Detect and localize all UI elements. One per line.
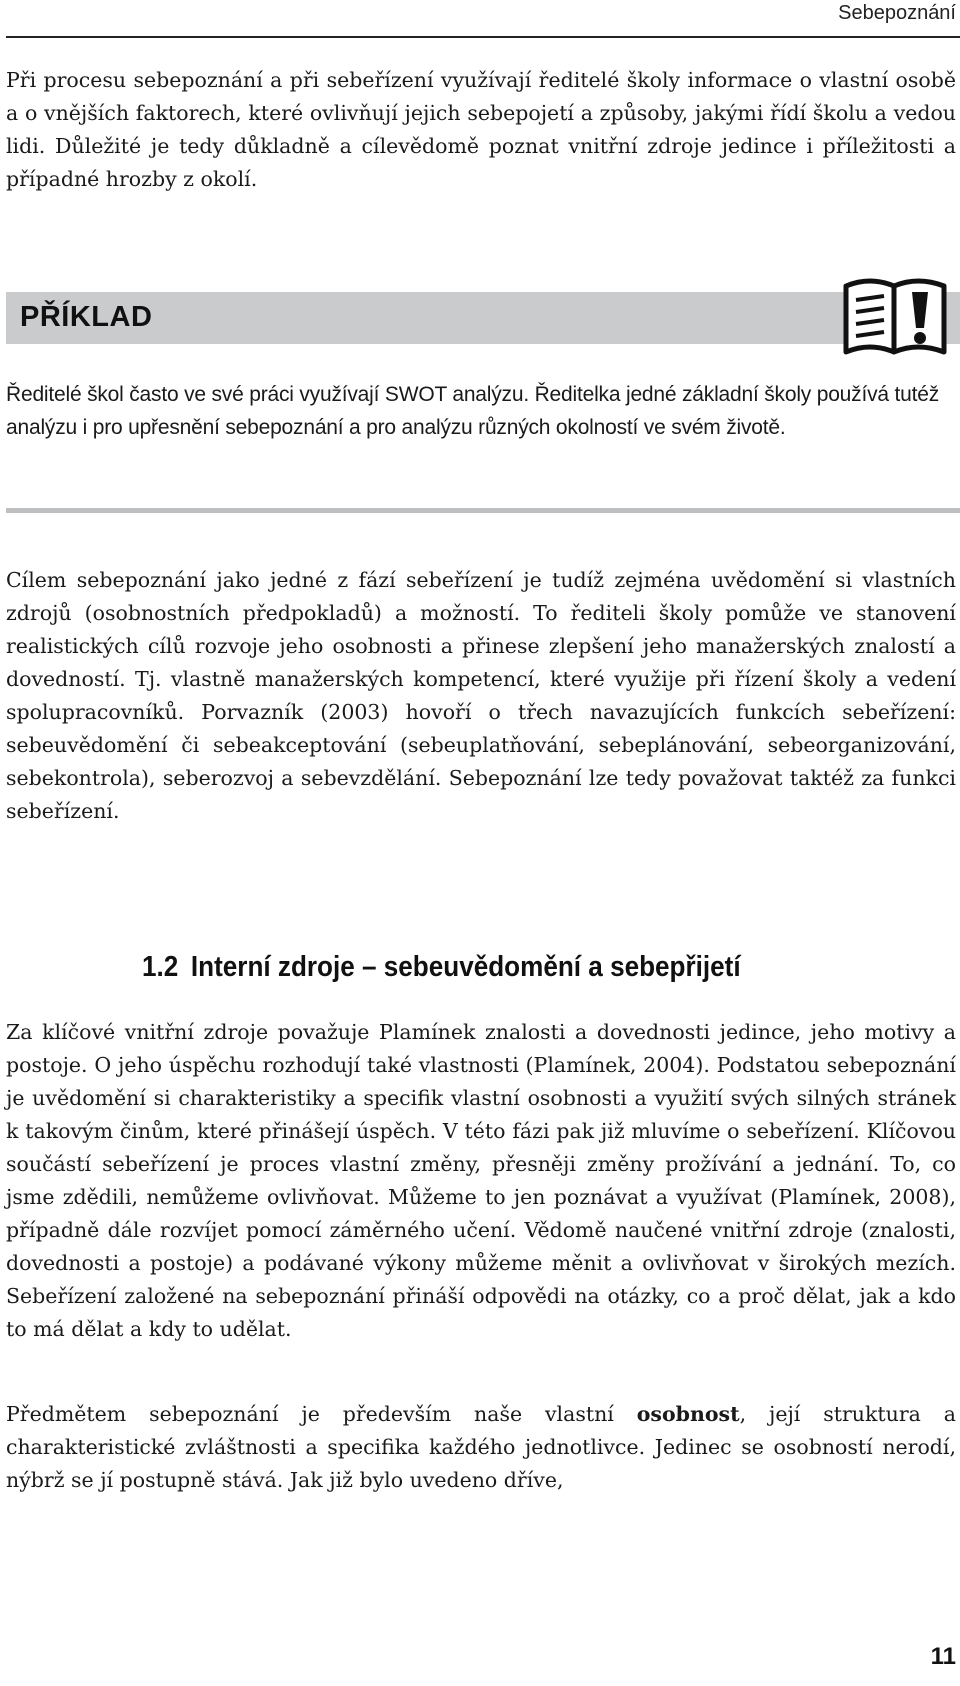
section-title: Interní zdroje – sebeuvědomění a sebepřijetí (190, 951, 741, 983)
paragraph-personality (6, 1398, 956, 1497)
running-head: Sebepoznání (838, 2, 956, 24)
example-title: PŘÍKLAD (20, 301, 153, 333)
section-heading (142, 951, 741, 984)
paragraph-intro: Při procesu sebepoznání a při sebeřízení využívají ředitelé školy informace o vlastní osobě a o vnějších faktorech, které ovlivňují jejich sebepojetí a způsoby, jakými řídí školu a vedou lidi. Důležité je tedy důkladně a cílevědomě poznat vnitřní zdroje jedince i příležitosti a případné hrozby z okolí. (6, 68, 956, 191)
book-exclamation-icon (840, 272, 952, 358)
example-end-rule (6, 508, 960, 513)
paragraph-internal-resources: Za klíčové vnitřní zdroje považuje Plamínek znalosti a dovednosti jedince, jeho motivy a postoje. O jeho úspěchu rozhodují také vlastnosti (Plamínek, 2004). Podstatou sebepoznání je uvědomění si charakteristiky a specifik vlastní osobnosti a využití svých silných stránek k takovým činům, které přinášejí úspěch. V této fázi pak již mluvíme o sebeřízení. Klíčovou součástí sebeřízení je proces vlastní změny, přesněji změny prožívání a jednání. To, co jsme zdědili, nemůžeme ovlivňovat. Můžeme to jen poznávat a využívat (Plamínek, 2008), případně dále rozvíjet pomocí záměrného učení. Vědomě naučené vnitřní zdroje (znalosti, dovednosti a postoje) a podávané výkony můžeme měnit a ovlivňovat v širokých mezích. Sebeřízení založené na sebepoznání přináší odpovědi na otázky, co a proč dělat, jak a kdo to má dělat a kdy to udělat. (6, 1020, 956, 1341)
paragraph-goal: Cílem sebepoznání jako jedné z fází sebeřízení je tudíž zejména uvědomění si vlastních zdrojů (osobnostních předpokladů) a možností. To řediteli školy pomůže ve stanovení realistických cílů rozvoje jeho osobnosti a přinese zlepšení jeho manažerských znalostí a dovedností. Tj. vlastně manažerských kompetencí, které využije při řízení školy a vedení spolupracovníků. Porvazník (2003) hovoří o třech navazujících funkcích sebeřízení: sebeuvědomění či sebeakceptování (sebeuplatňování, sebeplánování, sebeorganizování, sebekontrola), seberozvoj a sebevzdělání. Sebepoznání lze tedy považovat taktéž za funkci sebeřízení. (6, 568, 956, 823)
page-number: 11 (930, 1643, 956, 1670)
paragraph-personality-bold: osobnost (636, 1402, 740, 1426)
paragraph-personality-text-a: Předmětem sebepoznání je především naše vlastní (6, 1402, 637, 1426)
paragraph-personality-text-b: , její struktura a charakteristické zvláštnosti a specifika každého jednotlivce. Jedinec se osobností nerodí, nýbrž se jí postupně stává. Jak již bylo uvedeno dříve, (6, 1402, 956, 1492)
header-rule (6, 36, 960, 38)
section-number: 1.2 (142, 951, 179, 983)
example-text: Ředitelé škol často ve své práci využívají SWOT analýzu. Ředitelka jedné základní školy používá tutéž analýzu i pro upřesnění sebepoznání a pro analýzu různých okolností ve svém životě. (6, 383, 940, 439)
